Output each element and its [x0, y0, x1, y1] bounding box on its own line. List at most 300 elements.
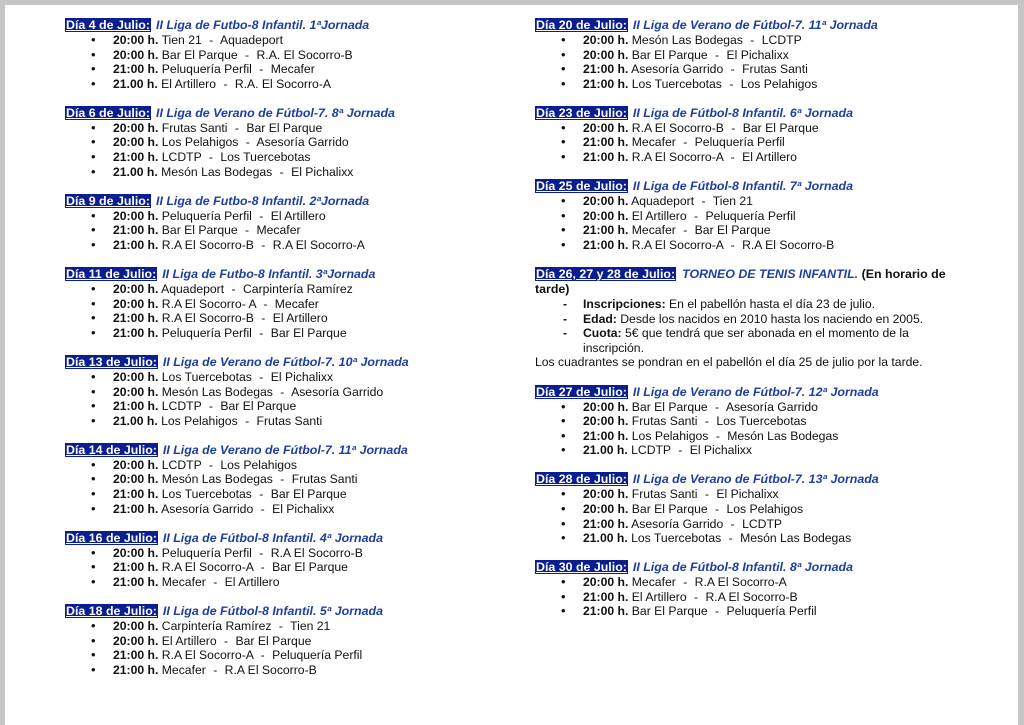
- info-item: [559, 326, 955, 355]
- match-time: 21:00 h.: [583, 62, 629, 77]
- tournament-title: TORNEO DE TENIS INFANTIL.: [682, 267, 859, 282]
- match-time: 20:00 h.: [113, 282, 159, 297]
- home-team: LCDTP: [161, 150, 202, 165]
- match-time: 20:00 h.: [113, 47, 159, 62]
- team-separator: -: [213, 574, 218, 589]
- team-separator: -: [730, 516, 735, 531]
- match-time: 20:00 h.: [583, 487, 629, 502]
- block-spacer: [65, 340, 465, 355]
- team-separator: -: [223, 76, 228, 91]
- home-team: Bar El Parque: [631, 47, 708, 62]
- day-label: Día 16 de Julio:: [66, 530, 157, 545]
- away-team: Asesoría Garrido: [725, 399, 818, 414]
- day-block: [535, 472, 955, 560]
- info-text: 5€ que tendrá que ser abonada en el momento de la inscripción.: [583, 326, 909, 355]
- match-time: 20:00 h.: [583, 501, 629, 516]
- home-team: Bar El Parque: [631, 604, 708, 619]
- home-team: Los Tuercebotas: [631, 76, 722, 91]
- day-heading: [535, 106, 955, 121]
- match-item: [89, 472, 465, 487]
- match-item: [89, 282, 465, 297]
- home-team: Mecafer: [631, 135, 676, 150]
- match-item: [89, 77, 465, 92]
- match-item: [559, 33, 955, 48]
- day-heading: [65, 194, 465, 209]
- match-item: [89, 209, 465, 224]
- team-separator: -: [208, 399, 213, 414]
- team-separator: -: [260, 648, 265, 663]
- tournament-footer: Los cuadrantes se pondran en el pabellón el día 25 de julio por la tarde.: [535, 355, 923, 370]
- day-label: Día 13 de Julio:: [66, 354, 157, 369]
- home-team: Asesoría Garrido: [631, 516, 724, 531]
- day-heading: [65, 106, 465, 121]
- away-team: El Pichalixx: [270, 369, 334, 384]
- team-separator: -: [261, 237, 266, 252]
- home-team: R.A El Socorro-A: [161, 648, 254, 663]
- team-separator: -: [729, 76, 734, 91]
- match-time: 21.00 h.: [113, 413, 158, 428]
- team-separator: -: [704, 414, 709, 429]
- day-block: [535, 106, 955, 179]
- away-team: El Pichalixx: [272, 501, 335, 516]
- block-spacer: [535, 546, 955, 561]
- match-time: 21.00 h.: [583, 531, 628, 546]
- match-list: [535, 575, 955, 619]
- day-label: Día 28 de Julio:: [536, 472, 627, 487]
- match-item: [89, 165, 465, 180]
- match-item: [559, 531, 955, 546]
- team-separator: -: [213, 662, 218, 677]
- match-item: [89, 135, 465, 150]
- home-team: Peluquería Perfil: [161, 62, 252, 77]
- away-team: R.A El Socorro-B: [224, 662, 317, 677]
- team-separator: -: [701, 194, 706, 209]
- team-separator: -: [728, 531, 733, 546]
- away-team: El Artillero: [272, 311, 328, 326]
- away-team: Mecafer: [270, 62, 315, 77]
- match-list: [65, 33, 465, 91]
- day-heading: [535, 18, 955, 33]
- right-top-blocks: [535, 18, 955, 267]
- home-team: Mecafer: [161, 574, 206, 589]
- match-item: [89, 385, 465, 400]
- match-item: [89, 370, 465, 385]
- day-label: Día 4 de Julio:: [66, 18, 150, 32]
- match-list: [65, 619, 465, 677]
- away-team: Peluquería Perfil: [272, 648, 363, 663]
- match-item: [559, 135, 955, 150]
- day-block: [535, 560, 955, 633]
- away-team: Los Pelahigos: [220, 457, 297, 472]
- match-item: [89, 560, 465, 575]
- home-team: Carpintería Ramírez: [161, 618, 272, 633]
- info-item: [559, 297, 955, 312]
- info-text: Desde los nacidos en 2010 hasta los naciendo en 2005.: [616, 311, 924, 326]
- match-item: [559, 223, 955, 238]
- match-time: 21:00 h.: [113, 62, 159, 77]
- away-team: Aquadeport: [219, 33, 283, 47]
- match-item: [559, 604, 955, 619]
- match-time: 20:00 h.: [113, 208, 159, 223]
- league-title: II Liga de Futbo-8 Infantil. 2ªJornada: [156, 193, 370, 208]
- team-separator: -: [259, 62, 264, 77]
- match-item: [89, 502, 465, 517]
- away-team: R.A El Socorro-B: [705, 589, 798, 604]
- tennis-tournament-block: [535, 267, 955, 384]
- home-team: Bar El Parque: [631, 501, 708, 516]
- match-item: [89, 311, 465, 326]
- team-separator: -: [750, 33, 755, 47]
- home-team: Los Pelahigos: [631, 428, 709, 443]
- home-team: Aquadeport: [161, 282, 225, 297]
- away-team: Los Tuercebotas: [716, 414, 807, 429]
- day-label: Día 27 de Julio:: [536, 384, 627, 399]
- day-block: [535, 18, 955, 106]
- team-separator: -: [259, 486, 264, 501]
- match-time: 21:00 h.: [113, 325, 159, 340]
- match-time: 20:00 h.: [583, 120, 629, 135]
- away-team: R.A El Socorro-B: [742, 237, 835, 252]
- league-title: II Liga de Verano de Fútbol-7. 10ª Jornada: [162, 354, 409, 369]
- match-time: 20:00 h.: [113, 369, 159, 384]
- home-team: El Artillero: [161, 633, 217, 648]
- league-title: II Liga de Futbo-8 Infantil. 3ªJornada: [162, 267, 376, 282]
- match-time: 21:00 h.: [583, 428, 629, 443]
- tournament-heading: [535, 267, 955, 297]
- match-item: [89, 575, 465, 590]
- match-item: [89, 326, 465, 341]
- away-team: Los Tuercebotas: [220, 150, 311, 165]
- match-time: 21.00 h.: [113, 164, 158, 179]
- day-label: Día 30 de Julio:: [536, 560, 627, 575]
- match-item: [89, 48, 465, 63]
- league-title: II Liga de Fútbol-8 Infantil. 6ª Jornada: [632, 105, 853, 120]
- match-time: 20:00 h.: [583, 414, 629, 429]
- away-team: R.A El Socorro-A: [272, 237, 365, 252]
- match-list: [535, 121, 955, 165]
- home-team: Frutas Santi: [161, 120, 228, 135]
- home-team: R.A El Socorro-A: [161, 560, 254, 575]
- match-item: [89, 634, 465, 649]
- away-team: El Pichalixx: [689, 443, 752, 458]
- match-item: [559, 62, 955, 77]
- day-heading: [65, 604, 465, 619]
- info-key: Inscripciones:: [583, 297, 666, 312]
- away-team: Bar El Parque: [220, 399, 297, 414]
- team-separator: -: [280, 384, 285, 399]
- day-label: Día 9 de Julio:: [66, 193, 150, 208]
- team-separator: -: [683, 223, 688, 238]
- block-spacer: [535, 619, 955, 634]
- away-team: Mecafer: [256, 223, 301, 238]
- match-item: [559, 502, 955, 517]
- team-separator: -: [730, 150, 735, 165]
- team-separator: -: [715, 501, 720, 516]
- match-item: [89, 458, 465, 473]
- home-team: Mecafer: [631, 575, 676, 590]
- match-list: [535, 400, 955, 458]
- away-team: R.A El Socorro-A: [694, 575, 787, 590]
- day-block: [65, 18, 465, 106]
- match-item: [89, 648, 465, 663]
- team-separator: -: [263, 296, 268, 311]
- day-label: Día 25 de Julio:: [536, 179, 627, 194]
- team-separator: -: [208, 150, 213, 165]
- match-time: 20:00 h.: [113, 120, 159, 135]
- match-time: 21:00 h.: [113, 399, 159, 414]
- team-separator: -: [683, 575, 688, 590]
- league-title: II Liga de Verano de Fútbol-7. 11ª Jornada: [632, 18, 878, 32]
- match-list: [535, 194, 955, 252]
- match-item: [89, 414, 465, 429]
- info-key: Edad:: [583, 311, 617, 326]
- team-separator: -: [209, 33, 214, 47]
- tournament-note: (En horario de tarde): [535, 267, 946, 297]
- match-item: [559, 121, 955, 136]
- away-team: R.A El Socorro-B: [270, 545, 363, 560]
- match-time: 20:00 h.: [113, 633, 159, 648]
- tournament-info-list: [535, 297, 955, 355]
- match-list: [535, 33, 955, 91]
- match-time: 21:00 h.: [113, 574, 159, 589]
- team-separator: -: [234, 120, 239, 135]
- right-bottom-blocks: [535, 385, 955, 634]
- team-separator: -: [260, 501, 265, 516]
- home-team: Bar El Parque: [161, 223, 238, 238]
- match-time: 21:00 h.: [583, 76, 629, 91]
- match-item: [89, 62, 465, 77]
- left-column: [65, 18, 465, 692]
- team-separator: -: [208, 457, 213, 472]
- right-column: [535, 18, 955, 634]
- home-team: Mesón Las Bodegas: [631, 33, 743, 47]
- home-team: El Artillero: [161, 76, 216, 91]
- block-spacer: [65, 589, 465, 604]
- block-spacer: [535, 370, 955, 385]
- day-block: [65, 604, 465, 692]
- info-key: Cuota:: [583, 326, 622, 341]
- away-team: Bar El Parque: [742, 120, 819, 135]
- team-separator: -: [730, 62, 735, 77]
- day-label: Día 23 de Julio:: [536, 105, 627, 120]
- team-separator: -: [715, 399, 720, 414]
- team-separator: -: [278, 618, 283, 633]
- league-title: II Liga de Verano de Fútbol-7. 13ª Jornada: [632, 472, 879, 487]
- away-team: Mesón Las Bodegas: [740, 531, 852, 546]
- match-time: 21:00 h.: [113, 560, 159, 575]
- away-team: Tien 21: [290, 618, 331, 633]
- match-time: 21:00 h.: [113, 501, 159, 516]
- match-time: 20:00 h.: [583, 194, 629, 209]
- match-item: [559, 400, 955, 415]
- home-team: R.A El Socorro-A: [631, 150, 724, 165]
- block-spacer: [535, 91, 955, 106]
- match-item: [89, 33, 465, 48]
- home-team: Los Pelahigos: [161, 413, 238, 428]
- team-separator: -: [715, 47, 720, 62]
- match-item: [89, 663, 465, 678]
- team-separator: -: [245, 135, 250, 150]
- day-label: Día 11 de Julio:: [66, 267, 157, 282]
- home-team: El Artillero: [631, 208, 687, 223]
- match-list: [65, 209, 465, 253]
- home-team: Mecafer: [161, 662, 206, 677]
- match-item: [559, 238, 955, 253]
- league-title: II Liga de Fútbol-8 Infantil. 8ª Jornada: [632, 560, 853, 575]
- home-team: Tien 21: [161, 33, 202, 47]
- home-team: Asesoría Garrido: [631, 62, 724, 77]
- home-team: Los Tuercebotas: [161, 369, 252, 384]
- away-team: Bar El Parque: [246, 120, 323, 135]
- team-separator: -: [715, 604, 720, 619]
- home-team: R.A El Socorro- A: [161, 296, 256, 311]
- home-team: Frutas Santi: [631, 487, 698, 502]
- league-title: II Liga de Fútbol-8 Infantil. 5ª Jornada: [162, 603, 383, 618]
- match-list: [65, 121, 465, 179]
- home-team: Asesoría Garrido: [161, 501, 254, 516]
- away-team: Tien 21: [712, 194, 753, 209]
- away-team: El Pichalixx: [291, 164, 354, 179]
- match-time: 20:00 h.: [113, 618, 159, 633]
- match-item: [89, 223, 465, 238]
- away-team: Bar El Parque: [694, 223, 771, 238]
- team-separator: -: [245, 413, 250, 428]
- block-spacer: [535, 458, 955, 473]
- day-heading: [535, 385, 955, 400]
- match-time: 21:00 h.: [113, 237, 159, 252]
- team-separator: -: [231, 282, 236, 297]
- home-team: LCDTP: [161, 457, 202, 472]
- match-item: [559, 443, 955, 458]
- team-separator: -: [731, 120, 736, 135]
- day-label: Día 20 de Julio:: [536, 18, 627, 32]
- day-block: [65, 355, 465, 443]
- match-time: 21:00 h.: [113, 648, 159, 663]
- match-time: 21:00 h.: [113, 223, 159, 238]
- league-title: II Liga de Verano de Fútbol-7. 11ª Jornada: [162, 442, 408, 457]
- match-time: 21.00 h.: [583, 443, 628, 458]
- block-spacer: [535, 165, 955, 180]
- tournament-day-label: Día 26, 27 y 28 de Julio:: [536, 267, 676, 282]
- match-item: [559, 429, 955, 444]
- home-team: Peluquería Perfil: [161, 325, 252, 340]
- match-item: [89, 487, 465, 502]
- match-time: 20:00 h.: [583, 33, 629, 47]
- match-time: 21:00 h.: [113, 311, 159, 326]
- day-block: [535, 385, 955, 473]
- day-heading: [65, 267, 465, 282]
- team-separator: -: [259, 369, 264, 384]
- away-team: Frutas Santi: [256, 413, 323, 428]
- match-item: [559, 48, 955, 63]
- away-team: Los Pelahigos: [740, 76, 818, 91]
- match-time: 20:00 h.: [113, 472, 159, 487]
- home-team: Los Pelahigos: [161, 135, 239, 150]
- away-team: Asesoría Garrido: [291, 384, 384, 399]
- day-block: [65, 443, 465, 531]
- team-separator: -: [259, 325, 264, 340]
- match-time: 20:00 h.: [113, 384, 159, 399]
- day-block: [535, 179, 955, 267]
- match-time: 20:00 h.: [583, 208, 629, 223]
- away-team: LCDTP: [742, 516, 783, 531]
- block-spacer: [65, 428, 465, 443]
- match-item: [89, 619, 465, 634]
- match-item: [89, 121, 465, 136]
- away-team: El Artillero: [224, 574, 280, 589]
- day-block: [65, 531, 465, 604]
- home-team: R.A El Socorro-B: [161, 237, 254, 252]
- league-title: II Liga de Futbo-8 Infantil. 1ªJornada: [156, 18, 370, 32]
- team-separator: -: [245, 223, 250, 238]
- away-team: El Artillero: [742, 150, 797, 165]
- away-team: Bar El Parque: [270, 325, 347, 340]
- away-team: Asesoría Garrido: [256, 135, 349, 150]
- home-team: Peluquería Perfil: [161, 545, 252, 560]
- away-team: Bar El Parque: [270, 486, 347, 501]
- away-team: Los Pelahigos: [726, 501, 804, 516]
- day-label: Día 6 de Julio:: [66, 105, 150, 120]
- home-team: LCDTP: [161, 399, 202, 414]
- match-list: [535, 487, 955, 545]
- match-item: [89, 297, 465, 312]
- day-block: [65, 106, 465, 194]
- match-item: [89, 399, 465, 414]
- away-team: R.A. El Socorro-A: [234, 76, 332, 91]
- team-separator: -: [683, 135, 688, 150]
- match-time: 20:00 h.: [583, 575, 629, 590]
- match-time: 20:00 h.: [113, 135, 159, 150]
- team-separator: -: [678, 443, 683, 458]
- schedule-page: [5, 5, 1018, 725]
- team-separator: -: [730, 237, 735, 252]
- away-team: El Pichalixx: [726, 47, 789, 62]
- away-team: Carpintería Ramírez: [242, 282, 353, 297]
- match-item: [559, 77, 955, 92]
- home-team: Mesón Las Bodegas: [161, 164, 273, 179]
- home-team: R.A El Socorro-A: [631, 237, 724, 252]
- match-list: [65, 458, 465, 516]
- away-team: El Pichalixx: [716, 487, 779, 502]
- team-separator: -: [261, 311, 266, 326]
- match-time: 21:00 h.: [113, 150, 159, 165]
- match-item: [559, 590, 955, 605]
- block-spacer: [65, 516, 465, 531]
- away-team: Frutas Santi: [291, 472, 358, 487]
- match-time: 21:00 h.: [583, 589, 629, 604]
- match-item: [559, 414, 955, 429]
- match-time: 21:00 h.: [583, 516, 629, 531]
- match-time: 21:00 h.: [583, 135, 629, 150]
- match-time: 20:00 h.: [113, 296, 159, 311]
- home-team: Mesón Las Bodegas: [161, 384, 273, 399]
- day-heading: [535, 472, 955, 487]
- block-spacer: [65, 179, 465, 194]
- team-separator: -: [694, 208, 699, 223]
- day-heading: [65, 355, 465, 370]
- info-item: [559, 312, 955, 327]
- match-time: 21:00 h.: [583, 150, 629, 165]
- match-item: [89, 238, 465, 253]
- match-item: [559, 194, 955, 209]
- match-time: 21:00 h.: [583, 237, 629, 252]
- day-heading: [535, 179, 955, 194]
- team-separator: -: [245, 47, 250, 62]
- match-time: 20:00 h.: [113, 33, 159, 47]
- home-team: Frutas Santi: [631, 414, 698, 429]
- match-list: [65, 546, 465, 590]
- league-title: II Liga de Verano de Fútbol-7. 12ª Jornada: [632, 384, 879, 399]
